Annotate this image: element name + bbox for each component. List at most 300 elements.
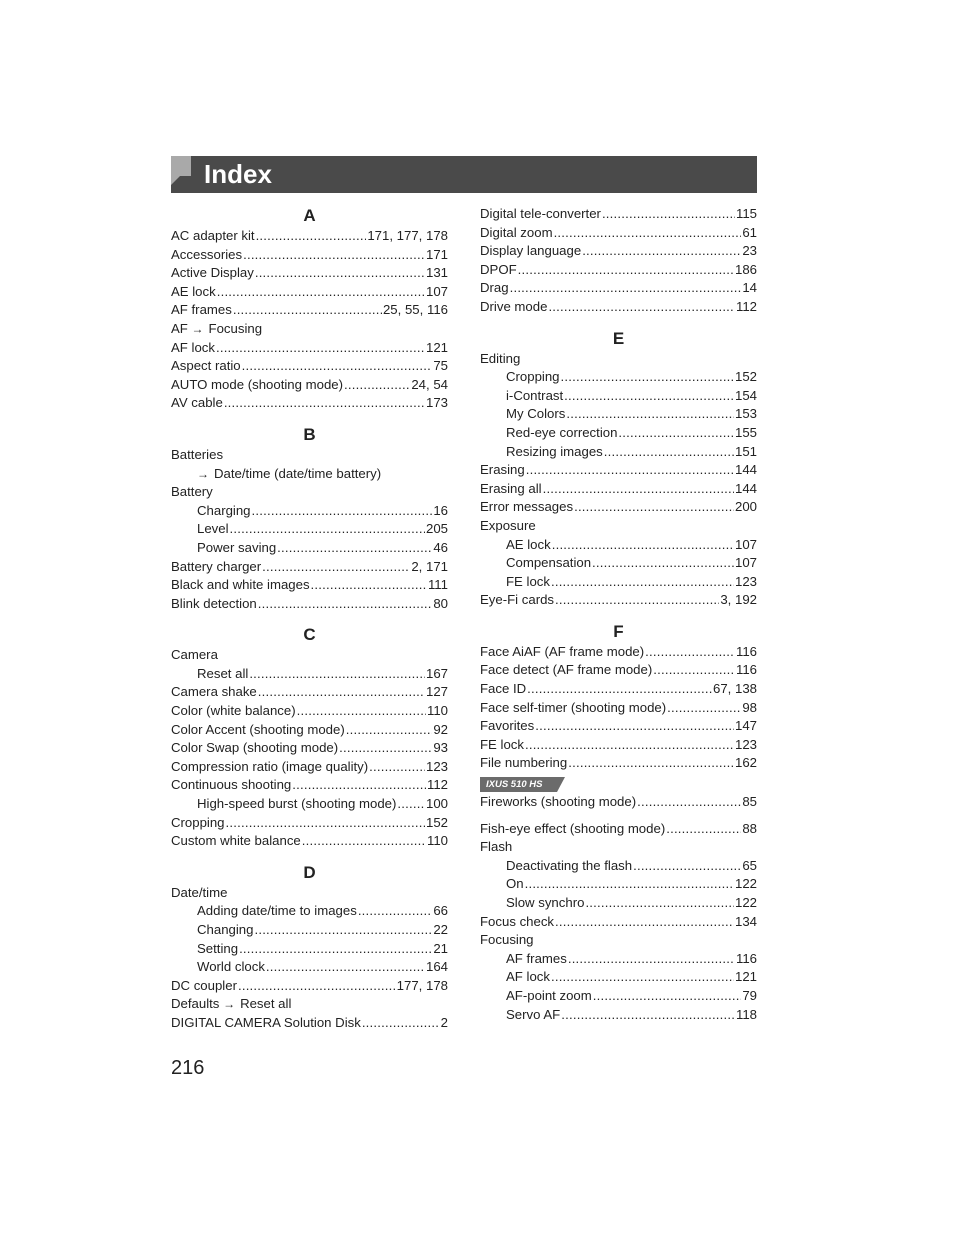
- entry-label: AF lock: [171, 339, 215, 355]
- entry-label: Active Display: [171, 265, 254, 281]
- model-badge-row: [480, 773, 757, 793]
- entry-label: AUTO mode (shooting mode): [171, 376, 344, 392]
- entry-pages: 152: [425, 814, 448, 830]
- dot-leader: [561, 368, 734, 387]
- dot-leader: [258, 595, 433, 614]
- entry-label: Face ID: [480, 681, 527, 697]
- entry-label: AC adapter kit: [171, 228, 255, 243]
- entry-label: Cropping: [506, 369, 560, 385]
- index-entry: [171, 394, 448, 413]
- dot-leader: [653, 661, 735, 680]
- entry-label: Adding date/time to images: [197, 903, 357, 919]
- index-entry: [171, 283, 448, 302]
- entry-pages: 92: [433, 721, 448, 737]
- index-entry: [171, 977, 448, 996]
- entry-label: Exposure: [480, 517, 536, 533]
- dot-leader: [555, 591, 719, 610]
- entry-pages: 107: [734, 555, 757, 571]
- dot-leader: [525, 875, 734, 894]
- entry-pages: 110: [426, 703, 448, 719]
- index-entry: [171, 595, 448, 614]
- dot-leader: [552, 536, 734, 555]
- entry-pages: 123: [425, 758, 448, 774]
- dot-leader: [667, 699, 741, 718]
- dot-leader: [564, 387, 734, 406]
- dot-leader: [592, 554, 734, 573]
- index-section: [171, 624, 448, 851]
- dot-leader: [369, 758, 425, 777]
- index-entry: [480, 350, 757, 369]
- model-badge: IXUS 510 HS: [480, 777, 557, 792]
- entry-pages: 2: [440, 1014, 448, 1030]
- entry-pages: 171, 177, 178: [367, 228, 448, 243]
- index-entry: [171, 1014, 448, 1033]
- dot-leader: [277, 539, 432, 558]
- entry-pages: 14: [742, 280, 757, 296]
- entry-label: Charging: [197, 502, 251, 518]
- entry-label: i-Contrast: [506, 387, 564, 403]
- index-entry: [171, 576, 448, 595]
- index-entry: [480, 279, 757, 298]
- entry-label: Drag: [480, 280, 509, 296]
- entry-pages: 65: [742, 857, 757, 873]
- index-entry: [480, 950, 757, 969]
- dot-leader: [230, 520, 425, 539]
- entry-pages: 16: [433, 502, 448, 518]
- index-section: [171, 424, 448, 613]
- index-entry: [171, 301, 448, 320]
- entry-label: Cropping: [171, 814, 225, 830]
- entry-label: Battery charger: [171, 558, 262, 574]
- dot-leader: [568, 754, 734, 773]
- entry-pages: 116: [735, 662, 757, 678]
- index-column-right: [480, 205, 757, 1024]
- entry-pages: 131: [425, 265, 448, 281]
- entry-label: Accessories: [171, 246, 243, 262]
- entry-pages: 116: [735, 643, 757, 659]
- entry-pages: 110: [426, 833, 448, 849]
- index-entry: [480, 480, 757, 499]
- title-corner-mark: [171, 156, 191, 176]
- dot-leader: [266, 958, 425, 977]
- entry-pages: 112: [426, 777, 448, 793]
- entry-pages: 153: [734, 406, 757, 422]
- dot-leader: [582, 242, 741, 261]
- entry-label: Servo AF: [506, 1006, 561, 1022]
- index-entry: [480, 443, 757, 462]
- entry-pages: 123: [734, 573, 757, 589]
- entry-pages: 162: [734, 755, 757, 771]
- page-title: Index: [204, 159, 272, 189]
- entry-pages: 173: [425, 395, 448, 411]
- index-entry: [480, 536, 757, 555]
- entry-pages: 205: [425, 521, 448, 537]
- index-entry: [171, 465, 448, 484]
- dot-leader: [527, 680, 712, 699]
- dot-leader: [216, 339, 425, 358]
- dot-leader: [252, 502, 433, 521]
- section-letter: C: [303, 625, 316, 645]
- entry-label: Blink detection: [171, 595, 257, 611]
- entry-pages: 98: [742, 699, 757, 715]
- entry-pages: 107: [425, 283, 448, 299]
- entry-label: DPOF: [480, 261, 517, 277]
- index-column-left: [171, 205, 448, 1033]
- index-entry: [171, 721, 448, 740]
- dot-leader: [510, 279, 742, 298]
- index-entry: [480, 1006, 757, 1025]
- dot-leader: [555, 913, 734, 932]
- entry-label: Reset all: [197, 665, 249, 681]
- index-entry: [171, 758, 448, 777]
- entry-pages: 123: [734, 736, 757, 752]
- entry-label: Custom white balance: [171, 833, 301, 849]
- entry-label: Digital tele-converter: [480, 206, 601, 221]
- index-entry: [480, 368, 757, 387]
- dot-leader: [535, 717, 734, 736]
- entry-label: AV cable: [171, 395, 223, 411]
- index-entry: [480, 680, 757, 699]
- section-letter: A: [303, 206, 316, 225]
- index-entry: [480, 820, 757, 839]
- dot-leader: [666, 820, 741, 839]
- entry-pages: 127: [425, 684, 448, 700]
- dot-leader: [566, 405, 734, 424]
- dot-leader: [255, 264, 425, 283]
- entry-pages: 88: [742, 820, 757, 836]
- page-number: 216: [171, 1057, 205, 1079]
- entry-label: Error messages: [480, 499, 574, 515]
- index-entry: [171, 376, 448, 395]
- see-reference: Date/time (date/time battery): [214, 465, 382, 481]
- dot-leader: [637, 793, 741, 812]
- entry-pages: 155: [734, 424, 757, 440]
- entry-label: Favorites: [480, 718, 535, 734]
- dot-leader: [593, 987, 742, 1006]
- entry-pages: 134: [734, 913, 757, 929]
- dot-leader: [397, 795, 425, 814]
- entry-label: Camera: [171, 647, 218, 663]
- entry-pages: 171: [425, 246, 448, 262]
- entry-label: AE lock: [171, 283, 216, 299]
- dot-leader: [551, 968, 734, 987]
- entry-label: Face self-timer (shooting mode): [480, 699, 667, 715]
- dot-leader: [526, 461, 734, 480]
- entry-label: Color Swap (shooting mode): [171, 740, 339, 756]
- index-entry: [171, 814, 448, 833]
- dot-leader: [344, 376, 410, 395]
- entry-label: Flash: [480, 839, 513, 855]
- index-entry: [480, 717, 757, 736]
- entry-label: Face AiAF (AF frame mode): [480, 643, 645, 659]
- spacer: [480, 812, 757, 820]
- index-entry: [480, 894, 757, 913]
- entry-label: Fish-eye effect (shooting mode): [480, 820, 666, 836]
- index-entry: [171, 832, 448, 851]
- entry-label: Slow synchro: [506, 895, 585, 910]
- entry-pages: 200: [734, 499, 757, 515]
- index-entry: [480, 754, 757, 773]
- index-entry: [480, 387, 757, 406]
- entry-label: AE lock: [506, 536, 551, 552]
- entry-label: Editing: [480, 350, 521, 366]
- dot-leader: [254, 921, 432, 940]
- entry-label: Digital zoom: [480, 224, 553, 240]
- entry-pages: 118: [735, 1006, 757, 1022]
- entry-pages: 115: [735, 206, 757, 221]
- entry-label: Deactivating the flash: [506, 857, 633, 873]
- entry-pages: 154: [734, 387, 757, 403]
- index-entry: [171, 921, 448, 940]
- entry-label: Erasing: [480, 462, 525, 478]
- section-letter: F: [613, 621, 624, 641]
- entry-label: Fireworks (shooting mode): [480, 794, 637, 810]
- dot-leader: [258, 683, 425, 702]
- index-entry: [480, 517, 757, 536]
- dot-leader: [604, 443, 734, 462]
- dot-leader: [518, 261, 734, 280]
- index-entry: [171, 646, 448, 665]
- entry-pages: 93: [433, 740, 448, 756]
- index-entry: [171, 357, 448, 376]
- entry-pages: 177, 178: [396, 977, 448, 993]
- index-entry: [480, 793, 757, 812]
- entry-label: Resizing images: [506, 443, 603, 459]
- entry-pages: 186: [734, 261, 757, 277]
- see-arrow-icon: →: [223, 997, 236, 1012]
- index-entry: [171, 940, 448, 959]
- entry-pages: 147: [734, 718, 757, 734]
- index-section: [480, 205, 757, 317]
- dot-leader: [292, 776, 426, 795]
- entry-pages: 24, 54: [411, 376, 448, 392]
- entry-label: FE lock: [506, 573, 550, 589]
- index-entry: [480, 736, 757, 755]
- entry-pages: 121: [734, 969, 757, 985]
- section-letter: E: [612, 328, 625, 348]
- index-entry: [480, 699, 757, 718]
- dot-leader: [548, 298, 735, 317]
- entry-pages: 80: [433, 595, 448, 611]
- entry-pages: 85: [742, 794, 757, 810]
- index-entry: [171, 884, 448, 903]
- entry-label: High-speed burst (shooting mode): [197, 796, 397, 812]
- index-entry: [171, 995, 448, 1014]
- index-entry: [480, 224, 757, 243]
- entry-pages: 46: [433, 539, 448, 555]
- section-letter: B: [303, 424, 316, 444]
- entry-pages: 144: [734, 462, 757, 478]
- entry-pages: 111: [427, 577, 448, 593]
- index-entry: [480, 424, 757, 443]
- entry-label: Display language: [480, 243, 582, 259]
- entry-pages: 67, 138: [713, 681, 757, 697]
- index-entry: [480, 573, 757, 592]
- dot-leader: [645, 643, 735, 662]
- entry-pages: 21: [433, 940, 448, 956]
- entry-label: DC coupler: [171, 977, 237, 993]
- entry-pages: 75: [433, 358, 448, 374]
- dot-leader: [339, 739, 432, 758]
- entry-label: Eye-Fi cards: [480, 592, 555, 608]
- dot-leader: [243, 246, 425, 265]
- index-entry: [171, 246, 448, 265]
- index-entry: [480, 931, 757, 950]
- index-entry: [171, 776, 448, 795]
- index-entry: [171, 683, 448, 702]
- index-section: [480, 621, 757, 1024]
- entry-pages: 66: [433, 903, 448, 919]
- entry-label: AF: [171, 320, 188, 336]
- entry-label: AF frames: [171, 302, 232, 318]
- index-entry: [171, 502, 448, 521]
- entry-pages: 107: [734, 536, 757, 552]
- entry-label: Level: [197, 521, 229, 537]
- dot-leader: [239, 940, 432, 959]
- index-entry: [171, 227, 448, 246]
- entry-label: World clock: [197, 959, 265, 975]
- dot-leader: [543, 480, 734, 499]
- index-entry: [480, 205, 757, 224]
- dot-leader: [358, 902, 433, 921]
- dot-leader: [249, 665, 425, 684]
- entry-pages: 167: [425, 665, 448, 681]
- index-entry: [171, 539, 448, 558]
- entry-label: My Colors: [506, 406, 566, 422]
- dot-leader: [554, 224, 742, 243]
- dot-leader: [551, 573, 734, 592]
- index-section: [171, 205, 448, 413]
- dot-leader: [233, 301, 382, 320]
- dot-leader: [618, 424, 734, 443]
- entry-label: Setting: [197, 940, 239, 956]
- entry-label: Changing: [197, 922, 254, 937]
- index-entry: [480, 405, 757, 424]
- entry-pages: 122: [734, 876, 757, 892]
- dot-leader: [302, 832, 426, 851]
- entry-label: Color Accent (shooting mode): [171, 721, 345, 737]
- entry-label: Batteries: [171, 446, 224, 462]
- entry-label: AF-point zoom: [506, 987, 592, 1003]
- index-entry: [480, 461, 757, 480]
- index-section: [480, 328, 757, 610]
- entry-label: Face detect (AF frame mode): [480, 662, 653, 678]
- title-corner-notch: [171, 176, 180, 185]
- entry-label: Color (white balance): [171, 703, 296, 719]
- index-entry: [480, 661, 757, 680]
- dot-leader: [297, 702, 426, 721]
- dot-leader: [226, 814, 425, 833]
- index-entry: [171, 902, 448, 921]
- entry-pages: 121: [425, 339, 448, 355]
- dot-leader: [602, 205, 735, 224]
- index-entry: [171, 446, 448, 465]
- index-entry: [480, 643, 757, 662]
- entry-pages: 144: [734, 480, 757, 496]
- entry-pages: 152: [734, 369, 757, 385]
- entry-label: Defaults: [171, 996, 220, 1012]
- index-entry: [480, 498, 757, 517]
- index-entry: [480, 554, 757, 573]
- entry-label: DIGITAL CAMERA Solution Disk: [171, 1014, 361, 1030]
- dot-leader: [633, 857, 741, 876]
- index-entry: [480, 838, 757, 857]
- entry-label: Black and white images: [171, 577, 310, 593]
- entry-pages: 116: [735, 950, 757, 966]
- dot-leader: [238, 977, 396, 996]
- entry-pages: 112: [735, 298, 757, 314]
- dot-leader: [362, 1014, 440, 1033]
- index-entry: [171, 795, 448, 814]
- entry-label: AF frames: [506, 950, 567, 966]
- entry-label: Focusing: [480, 932, 534, 948]
- entry-pages: 151: [734, 443, 757, 459]
- see-reference: Focusing: [208, 320, 263, 336]
- index-entry: [480, 242, 757, 261]
- see-reference: Reset all: [240, 996, 292, 1012]
- entry-label: AF lock: [506, 969, 550, 985]
- dot-leader: [585, 894, 734, 913]
- see-arrow-icon: →: [191, 321, 204, 336]
- entry-pages: 3, 192: [720, 592, 757, 608]
- entry-pages: 2, 171: [411, 558, 448, 574]
- entry-pages: 100: [425, 796, 448, 812]
- index-entry: [171, 520, 448, 539]
- entry-label: Focus check: [480, 913, 555, 929]
- entry-pages: 22: [433, 922, 448, 937]
- see-arrow-icon: →: [197, 466, 209, 481]
- dot-leader: [574, 498, 734, 517]
- entry-pages: 79: [742, 987, 757, 1003]
- entry-label: Continuous shooting: [171, 777, 292, 793]
- entry-label: Compensation: [506, 555, 592, 571]
- index-entry: [480, 913, 757, 932]
- dot-leader: [311, 576, 427, 595]
- entry-label: Erasing all: [480, 480, 542, 496]
- index-entry: [171, 702, 448, 721]
- dot-leader: [256, 227, 367, 246]
- index-entry: [171, 958, 448, 977]
- index-entry: [171, 739, 448, 758]
- entry-label: File numbering: [480, 755, 568, 771]
- entry-label: Battery: [171, 484, 213, 500]
- entry-label: FE lock: [480, 736, 524, 752]
- index-entry: [171, 558, 448, 577]
- dot-leader: [346, 721, 433, 740]
- entry-label: Power saving: [197, 539, 277, 555]
- entry-label: Compression ratio (image quality): [171, 758, 369, 774]
- dot-leader: [568, 950, 735, 969]
- dot-leader: [242, 357, 433, 376]
- dot-leader: [217, 283, 425, 302]
- index-entry: [480, 261, 757, 280]
- entry-label: On: [506, 876, 524, 892]
- dot-leader: [525, 736, 734, 755]
- index-entry: [171, 264, 448, 283]
- section-letter: D: [303, 862, 316, 882]
- dot-leader: [224, 394, 425, 413]
- dot-leader: [262, 558, 410, 577]
- entry-label: Aspect ratio: [171, 358, 241, 374]
- entry-pages: 61: [742, 224, 757, 240]
- entry-pages: 122: [734, 895, 757, 910]
- index-entry: [480, 968, 757, 987]
- index-entry: [480, 875, 757, 894]
- entry-label: Camera shake: [171, 684, 257, 700]
- entry-pages: 25, 55, 116: [382, 302, 448, 318]
- dot-leader: [561, 1006, 735, 1025]
- index-entry: [480, 591, 757, 610]
